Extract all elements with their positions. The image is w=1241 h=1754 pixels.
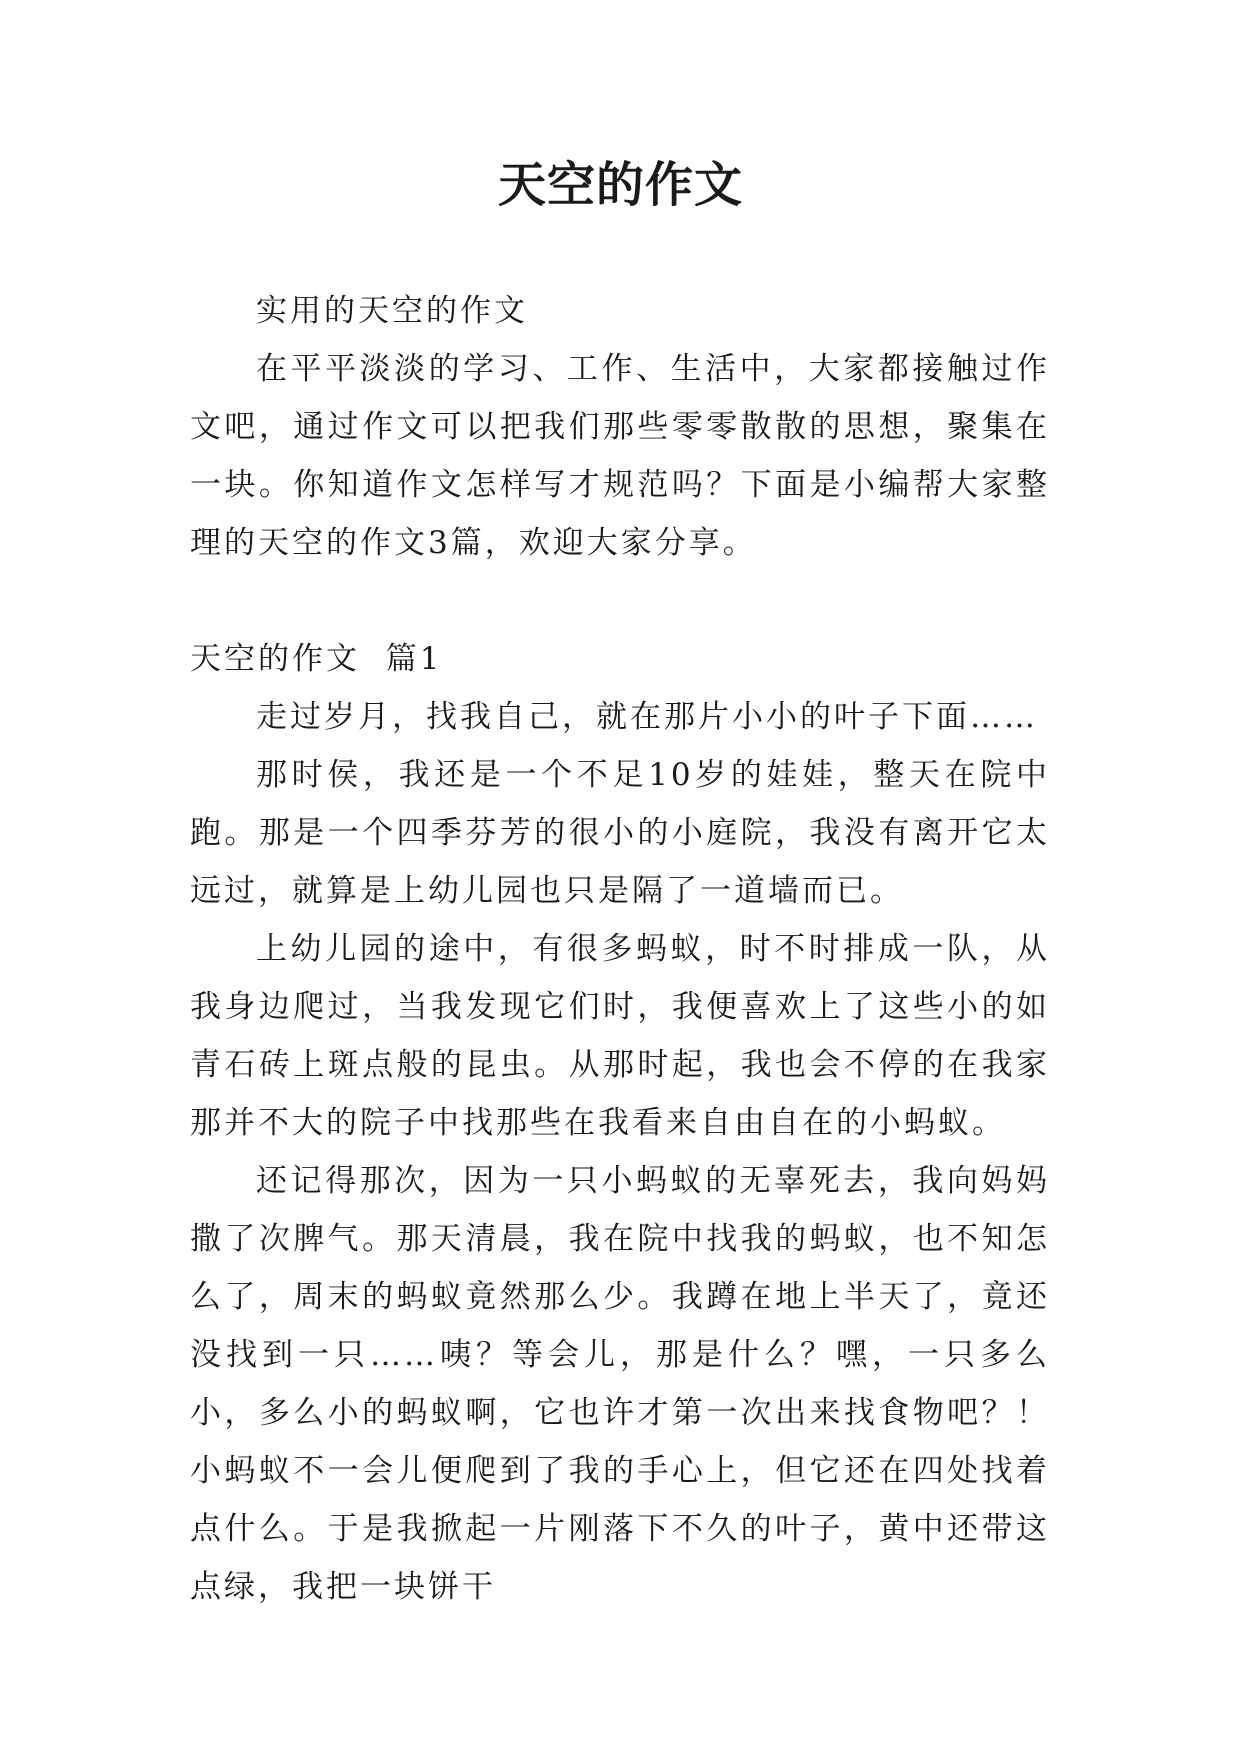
intro-subtitle: 实用的天空的作文	[256, 293, 528, 329]
document-body	[190, 282, 1050, 1616]
intro-paragraph: 在平平淡淡的学习、工作、生活中，大家都接触过作文吧，通过作文可以把我们那些零零散散的思想，聚集在一块。你知道作文怎样写才规范吗？下面是小编帮大家整理的天空的作文3篇，欢迎大家分享。	[190, 351, 1050, 561]
body-paragraph-4: 还记得那次，因为一只小蚂蚁的无辜死去，我向妈妈撒了次脾气。那天清晨，我在院中找我的蚂蚁，也不知怎么了，周末的蚂蚁竟然那么少。我蹲在地上半天了，竟还没找到一只……咦？等会儿，那是什么？嘿，一只多么小，多么小的蚂蚁啊，它也许才第一次出来找食物吧？！小蚂蚁不一会儿便爬到了我的手心上，但它还在四处找着点什么。于是我掀起一片刚落下不久的叶子，黄中还带这点绿，我把一块饼干	[190, 1163, 1050, 1605]
body-paragraph-1: 走过岁月，找我自己，就在那片小小的叶子下面……	[256, 699, 1038, 735]
body-paragraph-2: 那时侯，我还是一个不足10岁的娃娃，整天在院中跑。那是一个四季芬芳的很小的小庭院，我没有离开它太远过，就算是上幼儿园也只是隔了一道墙而已。	[190, 757, 1050, 909]
section-heading: 天空的作文 篇1	[190, 641, 443, 677]
document-title: 天空的作文	[497, 157, 743, 213]
body-paragraph-3: 上幼儿园的途中，有很多蚂蚁，时不时排成一队，从我身边爬过，当我发现它们时，我便喜欢上了这些小的如青石砖上斑点般的昆虫。从那时起，我也会不停的在我家那并不大的院子中找那些在我看来自由自在的小蚂蚁。	[190, 931, 1050, 1141]
